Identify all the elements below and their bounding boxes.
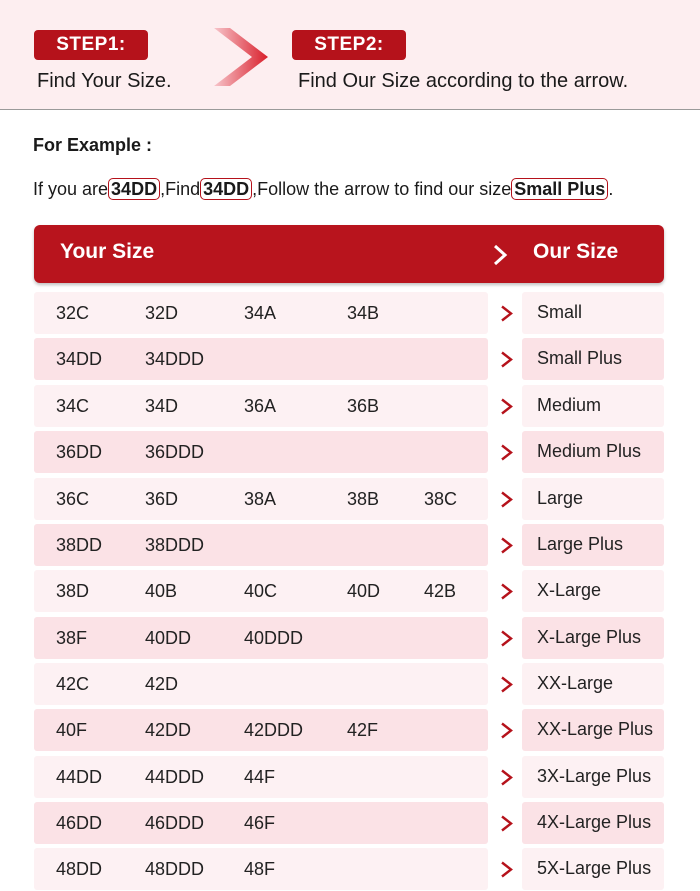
chevron-right-icon xyxy=(500,491,513,508)
table-row xyxy=(34,292,664,334)
chevron-right-icon xyxy=(500,583,513,600)
table-row xyxy=(34,756,664,798)
your-size-value: 38DD xyxy=(56,535,103,555)
your-size-value: 38B xyxy=(347,489,380,509)
your-size-value: 36DD xyxy=(56,442,103,462)
our-size-value: 3X-Large Plus xyxy=(537,766,652,786)
your-size-cell xyxy=(34,524,488,566)
your-size-value: 34C xyxy=(56,396,90,416)
example-suffix: . xyxy=(608,179,614,199)
your-size-value: 40DDD xyxy=(244,628,304,648)
chevron-right-icon xyxy=(500,630,513,647)
chevron-right-icon xyxy=(500,305,513,322)
your-size-cell xyxy=(34,802,488,844)
table-row xyxy=(34,338,664,380)
example-line xyxy=(33,177,613,201)
your-size-value: 46F xyxy=(244,813,276,833)
your-size-value: 40C xyxy=(244,581,278,601)
step2-text: Find Our Size according to the arrow. xyxy=(298,70,629,92)
your-size-value: 46DDD xyxy=(145,813,205,833)
your-size-value: 34B xyxy=(347,303,380,323)
table-row xyxy=(34,385,664,427)
your-size-cell xyxy=(34,431,488,473)
chevron-right-icon xyxy=(500,537,513,554)
your-size-value: 44DD xyxy=(56,767,103,787)
your-size-value: 40B xyxy=(145,581,178,601)
example-size-b: 34DD xyxy=(200,178,252,200)
table-row xyxy=(34,848,664,890)
your-size-cell xyxy=(34,385,488,427)
your-size-value: 48F xyxy=(244,859,276,879)
your-size-cell xyxy=(34,663,488,705)
your-size-value: 36D xyxy=(145,489,179,509)
your-size-cell xyxy=(34,848,488,890)
your-size-value: 34D xyxy=(145,396,179,416)
table-row xyxy=(34,802,664,844)
our-size-value: 4X-Large Plus xyxy=(537,812,652,832)
your-size-value: 48DD xyxy=(56,859,103,879)
table-row xyxy=(34,524,664,566)
your-size-value: 36C xyxy=(56,489,90,509)
table-row xyxy=(34,431,664,473)
your-size-value: 40D xyxy=(347,581,381,601)
our-size-value: Medium Plus xyxy=(537,441,642,461)
your-size-value: 32D xyxy=(145,303,179,323)
your-size-value: 44F xyxy=(244,767,276,787)
our-size-value: Large Plus xyxy=(537,534,624,554)
your-size-value: 40F xyxy=(56,720,88,740)
header-our-size: Our Size xyxy=(533,240,619,263)
our-size-value: Small Plus xyxy=(537,348,623,368)
your-size-cell xyxy=(34,617,488,659)
your-size-value: 38C xyxy=(424,489,458,509)
example-mid1: ,Find xyxy=(160,179,201,199)
our-size-value: Large xyxy=(537,488,584,508)
header-your-size: Your Size xyxy=(60,240,155,263)
example-title: For Example : xyxy=(33,135,153,155)
your-size-value: 36A xyxy=(244,396,277,416)
your-size-value: 40DD xyxy=(145,628,192,648)
our-size-value: Medium xyxy=(537,395,602,415)
your-size-value: 42B xyxy=(424,581,457,601)
example-result: Small Plus xyxy=(511,178,608,200)
your-size-cell xyxy=(34,709,488,751)
your-size-cell xyxy=(34,478,488,520)
table-row xyxy=(34,663,664,705)
chevron-right-icon xyxy=(500,444,513,461)
your-size-value: 38A xyxy=(244,489,277,509)
our-size-value: Small xyxy=(537,302,583,322)
chevron-right-icon xyxy=(500,815,513,832)
your-size-value: 42DD xyxy=(145,720,192,740)
chevron-right-icon xyxy=(500,769,513,786)
your-size-value: 42C xyxy=(56,674,90,694)
table-row xyxy=(34,478,664,520)
your-size-value: 38F xyxy=(56,628,88,648)
your-size-value: 44DDD xyxy=(145,767,205,787)
table-row xyxy=(34,709,664,751)
our-size-value: XX-Large Plus xyxy=(537,719,654,739)
your-size-cell xyxy=(34,292,488,334)
example-mid2: ,Follow the arrow to find our size xyxy=(252,179,512,199)
chevron-right-icon xyxy=(492,244,508,266)
steps-banner xyxy=(0,0,700,110)
table-header xyxy=(34,225,664,283)
your-size-cell xyxy=(34,756,488,798)
step1-badge: STEP1: xyxy=(34,30,148,60)
your-size-value: 34DDD xyxy=(145,349,205,369)
your-size-value: 36DDD xyxy=(145,442,205,462)
your-size-value: 38D xyxy=(56,581,90,601)
your-size-value: 36B xyxy=(347,396,380,416)
chevron-right-icon xyxy=(500,398,513,415)
your-size-cell xyxy=(34,570,488,612)
your-size-value: 38DDD xyxy=(145,535,205,555)
chevron-right-icon xyxy=(500,861,513,878)
step2-badge: STEP2: xyxy=(292,30,406,60)
chevron-right-icon xyxy=(500,722,513,739)
chevron-right-icon xyxy=(500,351,513,368)
our-size-value: XX-Large xyxy=(537,673,614,693)
chevron-right-icon xyxy=(212,26,270,88)
your-size-value: 42F xyxy=(347,720,379,740)
your-size-value: 48DDD xyxy=(145,859,205,879)
table-row xyxy=(34,617,664,659)
your-size-value: 42D xyxy=(145,674,179,694)
your-size-value: 32C xyxy=(56,303,90,323)
our-size-value: 5X-Large Plus xyxy=(537,858,652,878)
chevron-right-icon xyxy=(500,676,513,693)
our-size-value: X-Large xyxy=(537,580,602,600)
example-prefix: If you are xyxy=(33,179,109,199)
example-size-a: 34DD xyxy=(108,178,160,200)
our-size-value: X-Large Plus xyxy=(537,627,642,647)
your-size-value: 46DD xyxy=(56,813,103,833)
your-size-value: 34DD xyxy=(56,349,103,369)
your-size-value: 42DDD xyxy=(244,720,304,740)
table-row xyxy=(34,570,664,612)
your-size-cell xyxy=(34,338,488,380)
your-size-value: 34A xyxy=(244,303,277,323)
step1-text: Find Your Size. xyxy=(37,70,172,92)
